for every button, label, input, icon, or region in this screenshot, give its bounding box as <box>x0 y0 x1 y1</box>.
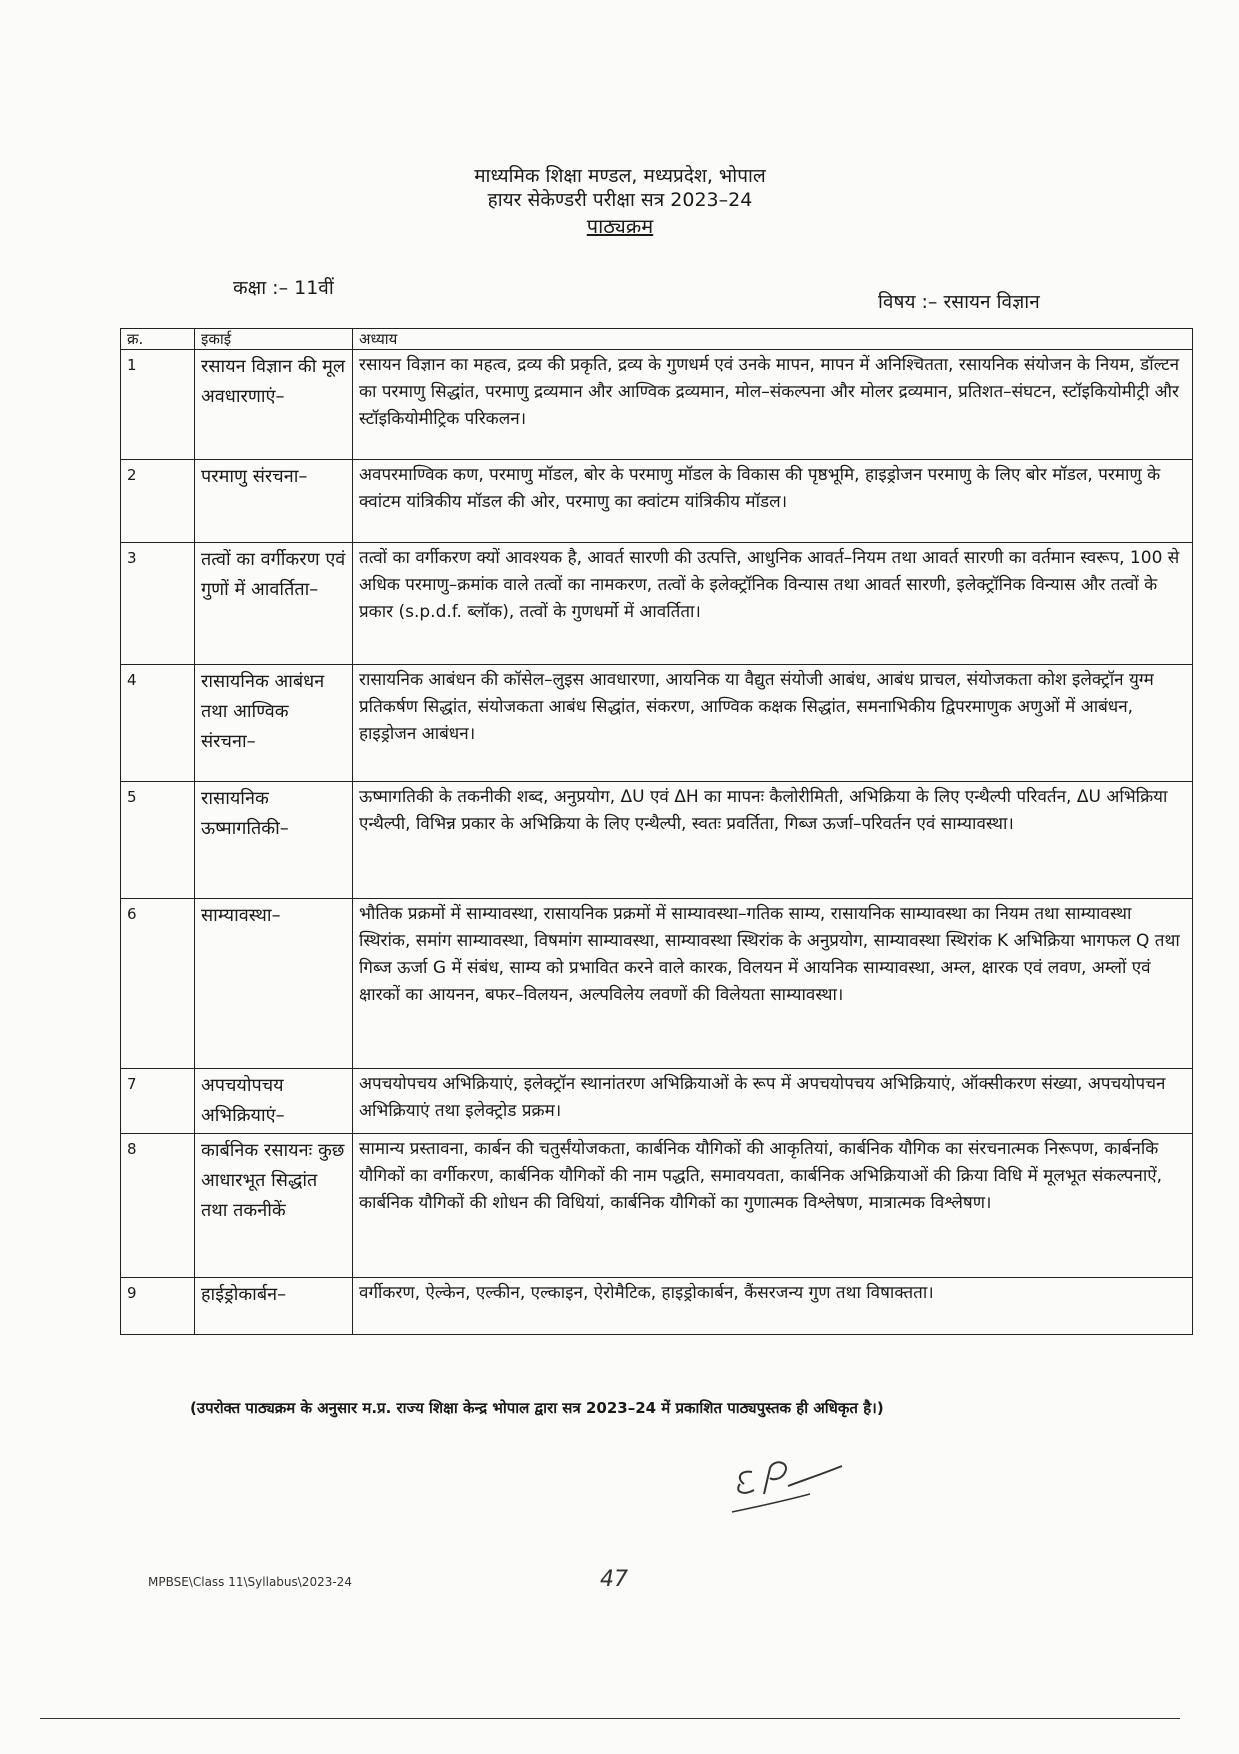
header-unit: इकाई <box>195 329 353 350</box>
row-number: 3 <box>121 543 195 665</box>
chapter-content: रसायन विज्ञान का महत्व, द्रव्य की प्रकृति, द्रव्य के गुणधर्म एवं उनके मापन, मापन में अनिश्चितता, रसायनिक संयोजन के नियम, डॉल्टन का परमाणु सिद्धांत, परमाणु द्रव्यमान और आण्विक द्रव्यमान, मोल–संकल्पना और मोलर द्रव्यमान, प्रतिशत–संघटन, स्टॉइकियोमीट्री और स्टॉइकियोमीट्रिक परिकलन। <box>353 350 1193 460</box>
document-reference: MPBSE\Class 11\Syllabus\2023-24 <box>148 1575 352 1589</box>
bottom-divider <box>40 1718 1180 1719</box>
row-number: 1 <box>121 350 195 460</box>
row-number: 9 <box>121 1278 195 1335</box>
table-row <box>121 543 1193 665</box>
unit-name: परमाणु संरचना– <box>195 460 353 543</box>
unit-name: अपचयोपचय अभिक्रियाएं– <box>195 1069 353 1134</box>
chapter-content: सामान्य प्रस्तावना, कार्बन की चतुर्संयोजकता, कार्बनिक यौगिकों की आकृतियां, कार्बनिक यौगिक का संरचनात्मक निरूपण, कार्बनकि यौगिकों का वर्गीकरण, कार्बनिक यौगिकों की नाम पद्धति, समावयवता, कार्बनिक अभिक्रियाओं की क्रिया विधि में मूलभूत संकल्पनाऐं, कार्बनिक यौगिकों की शोधन की विधियां, कार्बनिक यौगिकों का गुणात्मक विश्लेषण, मात्रात्मक विश्लेषण। <box>353 1134 1193 1278</box>
table-row <box>121 665 1193 782</box>
chapter-content: रासायनिक आबंधन की कॉसेल–लुइस आवधारणा, आयनिक या वैद्युत संयोजी आबंध, आबंध प्राचल, संयोजकता कोश इलेक्ट्रॉन युग्म प्रतिकर्षण सिद्धांत, संयोजकता आबंध सिद्धांत, संकरण, आण्विक कक्षक सिद्धांत, समनाभिकीय द्विपरमाणुक अणुओं में आबंधन, हाइड्रोजन आबंधन। <box>353 665 1193 782</box>
class-label: कक्षा :– 11वीं <box>233 277 334 299</box>
chapter-content: भौतिक प्रक्रमों में साम्यावस्था, रासायनिक प्रक्रमों में साम्यावस्था–गतिक साम्य, रासायनिक साम्यावस्था का नियम तथा साम्यावस्था स्थिरांक, समांग साम्यावस्था, विषमांग साम्यावस्था, साम्यावस्था स्थिरांक के अनुप्रयोग, साम्यावस्था स्थिरांक K अभिक्रिया भागफल Q तथा गिब्ज ऊर्जा G में संबंध, साम्य को प्रभावित करने वाले कारक, विलयन में आयनिक साम्यावस्था, अम्ल, क्षारक एवं लवण, अम्लों एवं क्षारकों का आयनन, बफर–विलयन, अल्पविलेय लवणों की विलेयता साम्यावस्था। <box>353 899 1193 1069</box>
chapter-content: वर्गीकरण, ऐल्केन, एल्कीन, एल्काइन, ऐरोमैटिक, हाइड्रोकार्बन, कैंसरजन्य गुण तथा विषाक्तता। <box>353 1278 1193 1335</box>
board-name: माध्यमिक शिक्षा मण्डल, मध्यप्रदेश, भोपाल <box>474 165 766 187</box>
chapter-content: ऊष्मागतिकी के तकनीकी शब्द, अनुप्रयोग, ΔU एवं ΔH का मापनः कैलोरीमिती, अभिक्रिया के लिए एन्थैल्पी परिवर्तन, ΔU अभिक्रिया एन्थैल्पी, विभिन्न प्रकार के अभिक्रिया के लिए एन्थैल्पी, स्वतः प्रवर्तिता, गिब्ज ऊर्जा–परिवर्तन एवं साम्यावस्था। <box>353 782 1193 899</box>
row-number: 6 <box>121 899 195 1069</box>
row-number: 5 <box>121 782 195 899</box>
document-header <box>300 164 940 239</box>
table-row <box>121 1278 1193 1335</box>
unit-name: साम्यावस्था– <box>195 899 353 1069</box>
syllabus-table <box>120 328 1193 1335</box>
unit-name: हाईड्रोकार्बन– <box>195 1278 353 1335</box>
signature-mark <box>730 1450 850 1520</box>
exam-title: हायर सेकेण्डरी परीक्षा सत्र 2023–24 <box>487 189 753 211</box>
header-chapter: अध्याय <box>353 329 1193 350</box>
row-number: 7 <box>121 1069 195 1134</box>
table-row <box>121 350 1193 460</box>
row-number: 2 <box>121 460 195 543</box>
table-row <box>121 1069 1193 1134</box>
row-number: 8 <box>121 1134 195 1278</box>
unit-name: रासायनिक ऊष्मागतिकी– <box>195 782 353 899</box>
table-row <box>121 899 1193 1069</box>
row-number: 4 <box>121 665 195 782</box>
subject-label: विषय :– रसायन विज्ञान <box>878 291 1040 313</box>
unit-name: तत्वों का वर्गीकरण एवं गुणों में आवर्तिता– <box>195 543 353 665</box>
table-header-row <box>121 329 1193 350</box>
chapter-content: अवपरमाण्विक कण, परमाणु मॉडल, बोर के परमाणु मॉडल के विकास की पृष्ठभूमि, हाइड्रोजन परमाणु के लिए बोर मॉडल, परमाणु के क्वांटम यांत्रिकीय मॉडल की ओर, परमाणु का क्वांटम यांत्रिकीय मॉडल। <box>353 460 1193 543</box>
table-row <box>121 782 1193 899</box>
course-title: पाठ्यक्रम <box>586 214 654 238</box>
unit-name: कार्बनिक रसायनः कुछ आधारभूत सिद्धांत तथा तकनीकें <box>195 1134 353 1278</box>
authorized-textbook-note: (उपरोक्त पाठ्यक्रम के अनुसार म.प्र. राज्य शिक्षा केन्द्र भोपाल द्वारा सत्र 2023–24 में प्रकाशित पाठ्यपुस्तक ही अधिकृत है।) <box>190 1399 884 1417</box>
table-row <box>121 460 1193 543</box>
chapter-content: अपचयोपचय अभिक्रियाएं, इलेक्ट्रॉन स्थानांतरण अभिक्रियाओं के रूप में अपचयोपचय अभिक्रियाएं, ऑक्सीकरण संख्या, अपचयोपचन अभिक्रियाएं तथा इलेक्ट्रोड प्रक्रम। <box>353 1069 1193 1134</box>
header-serial-number: क्र. <box>121 329 195 350</box>
page-number: 47 <box>600 1567 628 1592</box>
unit-name: रसायन विज्ञान की मूल अवधारणाएं– <box>195 350 353 460</box>
chapter-content: तत्वों का वर्गीकरण क्यों आवश्यक है, आवर्त सारणी की उत्पत्ति, आधुनिक आवर्त–नियम तथा आवर्त सारणी का वर्तमान स्वरूप, 100 से अधिक परमाणु–क्रमांक वाले तत्वों का नामकरण, तत्वों के इलेक्ट्रॉनिक विन्यास तथा आवर्त सारणी, इलेक्ट्रॉनिक विन्यास और तत्वों के प्रकार (s.p.d.f. ब्लॉक), तत्वों के गुणधर्मो में आवर्तिता। <box>353 543 1193 665</box>
table-row <box>121 1134 1193 1278</box>
unit-name: रासायनिक आबंधन तथा आण्विक संरचना– <box>195 665 353 782</box>
